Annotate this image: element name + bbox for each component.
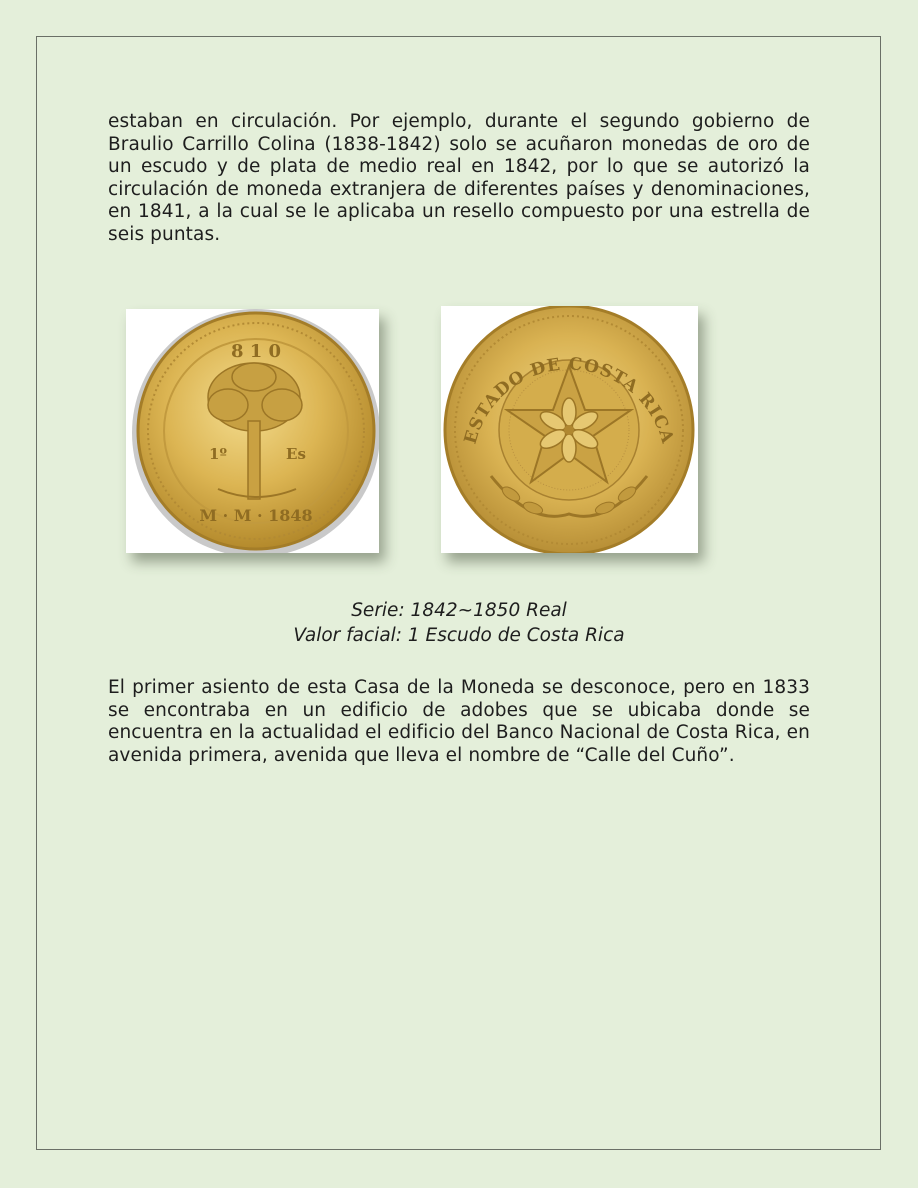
- coin-reverse-image: [441, 306, 698, 553]
- svg-text:1º: 1º: [209, 445, 227, 463]
- caption-series: Serie: 1842~1850 Real: [351, 600, 567, 621]
- body-paragraph-2: El primer asiento de esta Casa de la Moneda se desconoce, pero en 1833 se encontraba en un edificio de adobes que se ubicaba donde se encuentra en la actualidad el edificio del Banco Nacional de Costa Rica, en avenida primera, avenida que lleva el nombre de “Calle del Cuño”.: [108, 677, 810, 766]
- svg-text:Es: Es: [286, 445, 306, 463]
- svg-text:M · M · 1848: M · M · 1848: [199, 506, 313, 525]
- gold-coin-star-icon: [441, 306, 698, 553]
- svg-text:8 1 0: 8 1 0: [230, 341, 282, 362]
- coin-obverse-image: [126, 309, 379, 553]
- caption-face-value: Valor facial: 1 Escudo de Costa Rica: [293, 625, 625, 646]
- gold-coin-tree-icon: [126, 309, 379, 553]
- svg-text:ESTADO DE COSTA RICA: ESTADO DE COSTA RICA: [460, 354, 678, 447]
- body-paragraph-1: estaban en circulación. Por ejemplo, durante el segundo gobierno de Braulio Carrillo Colina (1838-1842) solo se acuñaron monedas de oro de un escudo y de plata de medio real en 1842, por lo que se autorizó la circulación de moneda extranjera de diferentes países y denominaciones, en 1841, a la cual se le aplicaba un resello compuesto por una estrella de seis puntas.: [108, 111, 810, 245]
